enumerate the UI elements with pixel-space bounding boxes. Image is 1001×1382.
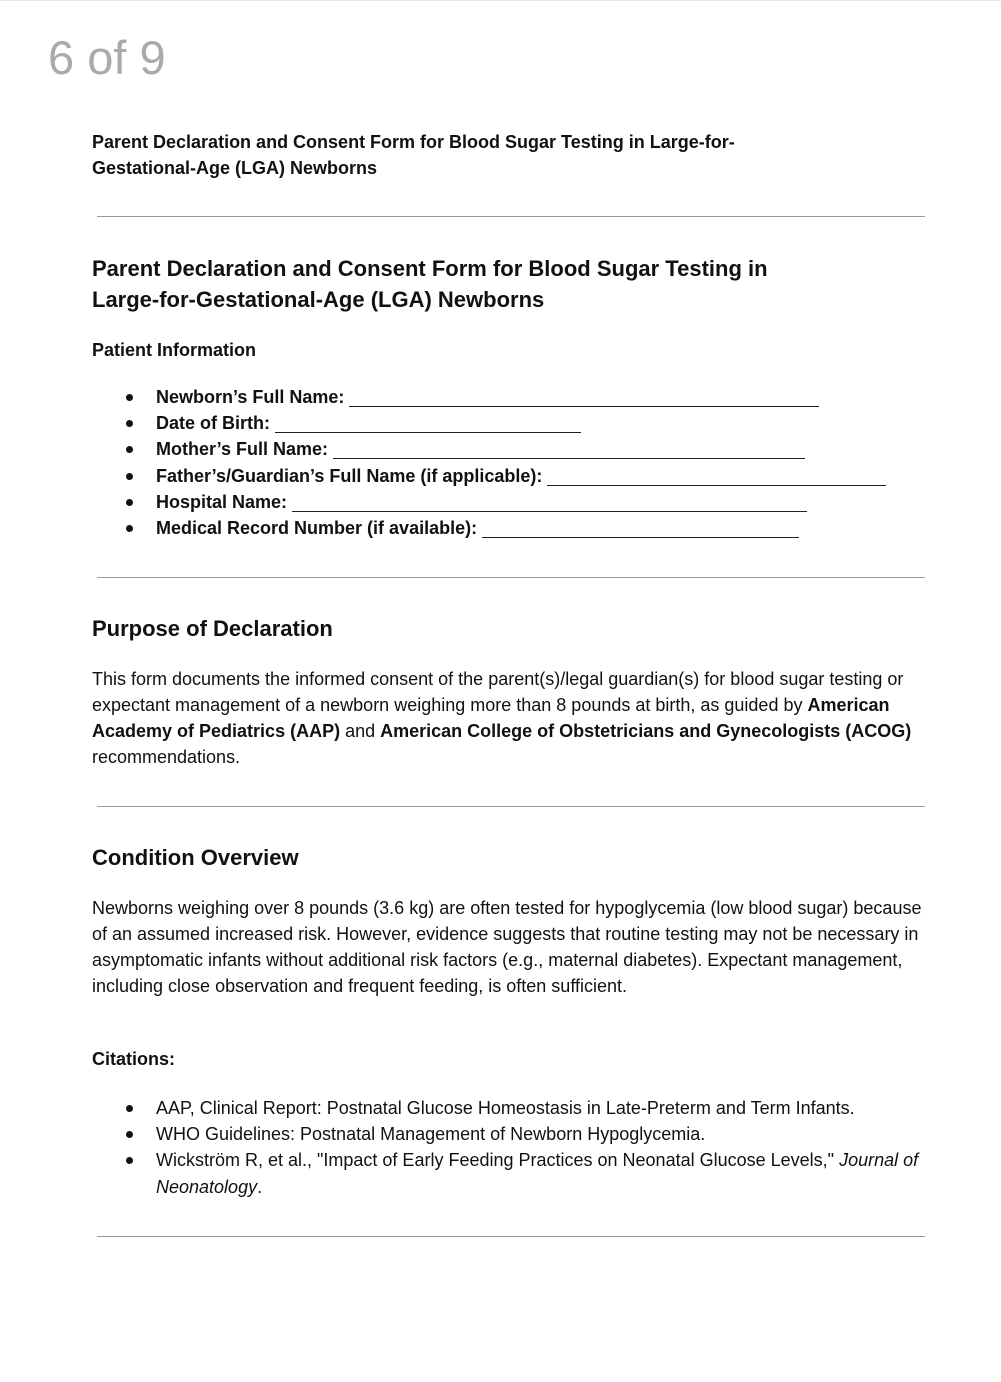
text: This form documents the informed consent of the parent(s)/legal guardian(s) for blood sugar testing or expectant management of a newborn weighing more than 8 pounds at birth, as guided by — [92, 669, 904, 715]
field-newborn-name — [92, 384, 952, 410]
date-of-birth-blank[interactable] — [275, 414, 581, 433]
citation-item — [92, 1147, 932, 1199]
form-title: Parent Declaration and Consent Form for Blood Sugar Testing in Large-for-Gestational-Age (LGA) Newborns — [92, 256, 768, 312]
citation-item: WHO Guidelines: Postnatal Management of Newborn Hypoglycemia. — [92, 1121, 932, 1147]
field-label: Newborn’s Full Name: — [156, 387, 345, 407]
condition-heading: Condition Overview — [92, 845, 299, 870]
citation-item: AAP, Clinical Report: Postnatal Glucose Homeostasis in Late-Preterm and Term Infants. — [92, 1095, 932, 1121]
patient-info-heading: Patient Information — [92, 340, 257, 360]
journal-name: Journal of Neonatology — [156, 1150, 919, 1197]
patient-info-fields — [92, 384, 952, 541]
divider — [97, 1236, 925, 1237]
field-medical-record-number — [92, 515, 952, 541]
field-label: Father’s/Guardian’s Full Name (if applicable): — [156, 465, 543, 486]
field-label: Medical Record Number (if available): — [156, 518, 478, 539]
citation-text: Wickström R, et al., "Impact of Early Feeding Practices on Neonatal Glucose Levels," — [156, 1150, 840, 1171]
field-date-of-birth — [92, 410, 952, 436]
citations-heading: Citations: — [92, 1049, 175, 1069]
divider — [97, 216, 925, 217]
newborn-name-blank[interactable] — [349, 388, 819, 407]
purpose-heading: Purpose of Declaration — [92, 616, 333, 641]
field-hospital-name — [92, 489, 952, 515]
aap-reference: American Academy of Pediatrics (AAP) — [92, 695, 890, 741]
field-label: Date of Birth: — [156, 413, 270, 434]
hospital-name-blank[interactable] — [292, 493, 807, 512]
divider — [97, 806, 925, 807]
text: and — [340, 721, 381, 741]
field-father-guardian-name — [92, 463, 952, 489]
field-label: Hospital Name: — [156, 491, 288, 512]
purpose-paragraph — [92, 666, 937, 770]
divider — [97, 577, 925, 578]
field-mother-name — [92, 436, 952, 462]
document-header-title: Parent Declaration and Consent Form for Blood Sugar Testing in Large-for-Gestational-Age (LGA) Newborns — [92, 132, 735, 178]
condition-paragraph: Newborns weighing over 8 pounds (3.6 kg) are often tested for hypoglycemia (low blood sugar) because of an assumed increased risk. However, evidence suggests that routine testing may not be necessary in asymptomatic infants without additional risk factors (e.g., maternal diabetes). Expectant management, including close observation and frequent feeding, is often sufficient. — [92, 898, 922, 996]
medical-record-number-blank[interactable] — [482, 519, 799, 538]
citation-end: . — [257, 1176, 263, 1197]
text: recommendations. — [92, 747, 241, 767]
mother-name-blank[interactable] — [333, 440, 805, 459]
father-guardian-name-blank[interactable] — [547, 467, 886, 486]
citations-list — [92, 1095, 932, 1200]
acog-reference: American College of Obstetricians and Gynecologists (ACOG) — [380, 721, 912, 741]
field-label: Mother’s Full Name: — [156, 439, 329, 460]
page-indicator: 6 of 9 — [48, 31, 166, 84]
